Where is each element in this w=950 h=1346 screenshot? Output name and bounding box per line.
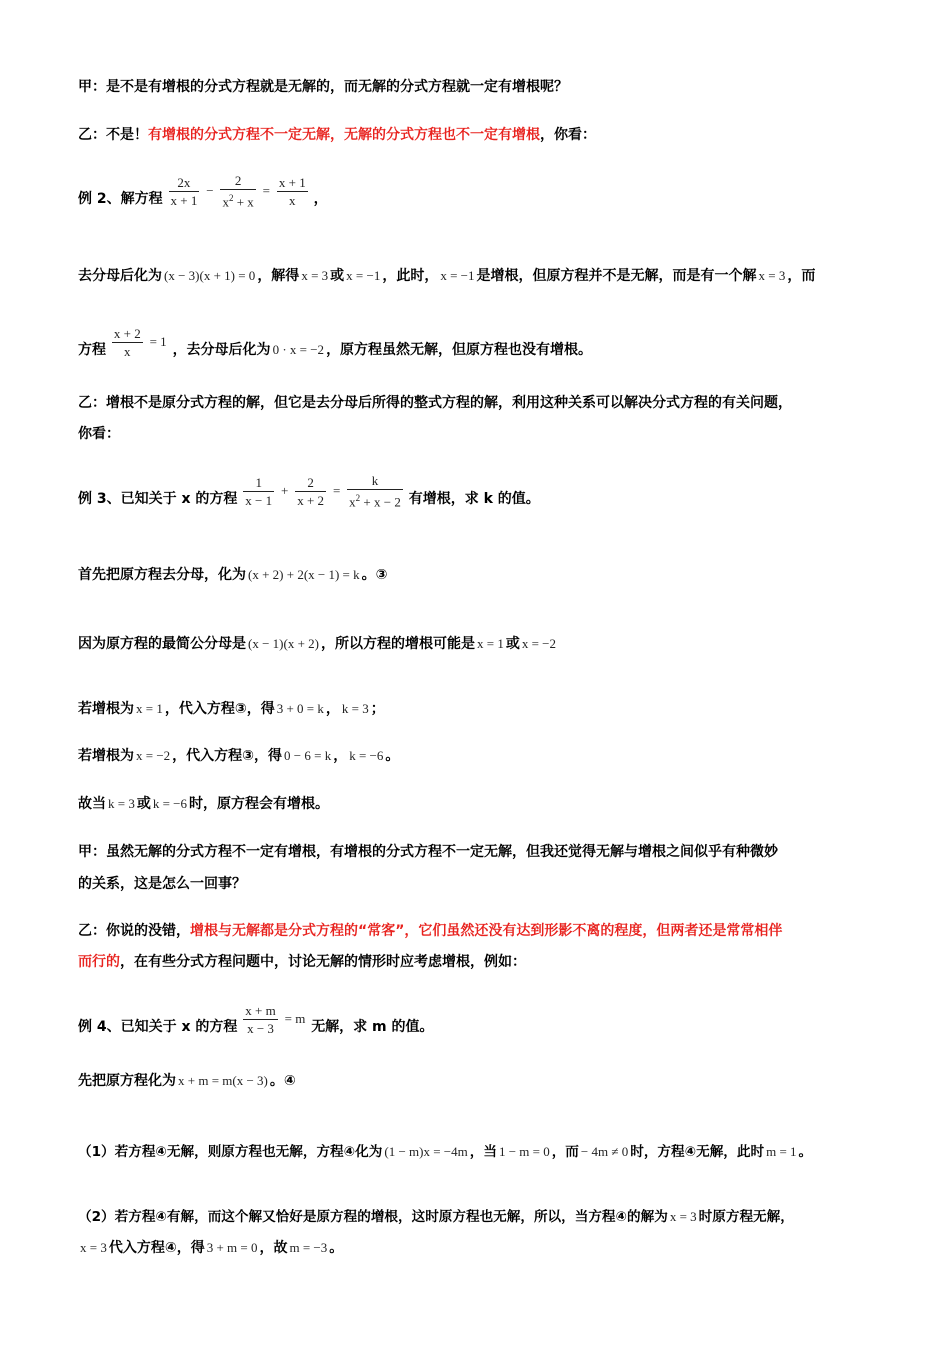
example-4-case-2: （2）若方程④有解，而这个解又恰好是原方程的增根，这时原方程也无解，所以，当方程④的解为 x = 3 时原方程无解， [78,1209,794,1225]
equation-example: 方程 $\frac{x + 2}{x}$ = 1 ，去分母后化为 0 · x = −2 ，原方程虽然无解，但原方程也没有增根。 [78,325,593,359]
math: 0 · x = −2 [272,342,325,357]
example-2-solution: 去分母后化为 (x − 3)(x + 1) = 0 ，解得 x = 3 或 x = −1 ，此时， x = −1 是增根，但原方程并不是无解，而是有一个解 x = 3 ，而 [78,268,816,284]
paragraph-yi-explain: 乙：增根不是原分式方程的解，但它是去分母后所得的整式方程的解，利用这种关系可以解决分式方程的有关问题， [78,395,792,411]
math: (x − 3)(x + 1) = 0 [164,268,256,283]
math: x = −1 [440,268,475,283]
paragraph-yi-answer-2: 乙：你说的没错，增根与无解都是分式方程的“常客”，它们虽然还没有达到形影不离的程度，但两者还是常常相伴 [78,923,783,939]
text: 甲：是不是有增根的分式方程就是无解的，而无解的分式方程就一定有增根呢？ [78,79,568,95]
fraction: $\frac{k}{x^2 + x - 2}$ [349,473,401,510]
fraction: $\frac{2}{x + 2}$ [297,474,325,508]
example-3-step-1: 首先把原方程去分母，化为 (x + 2) + 2(x − 1) = k 。③ [78,567,388,583]
math: 0 − 6 = k [284,748,332,763]
example-4-title: 例 4、已知关于 x 的方程 $\frac{x + m}{x - 3}$ = m 无解，求 m 的值。 [78,1002,434,1036]
math: x = 3 [758,268,786,283]
text: ，你看： [540,127,596,143]
emphasis-text: 增根与无解都是分式方程的“常客”，它们虽然还没有达到形影不离的程度，但两者还是常常相伴 [190,923,783,939]
math: (1 − m)x = −4m [384,1144,468,1159]
math: x = 1 [136,701,163,716]
math: x = −2 [136,748,171,763]
math: − 4m ≠ 0 [580,1144,629,1159]
example-2-title [78,172,328,210]
fraction: $\frac{x + 1}{x}$ [278,174,306,208]
math: x = −1 [346,268,381,283]
math: m = 1 [766,1144,797,1159]
math: k = −6 [152,796,188,811]
math: (x + 2) + 2(x − 1) = k [248,567,360,582]
math: k = −6 [349,748,384,763]
math: m = −3 [289,1240,328,1255]
fraction: $\frac{1}{x - 1}$ [245,474,273,508]
operator: − [206,183,214,199]
emphasis-text: 有增根的分式方程不一定无解，无解的分式方程也不一定有增根 [148,127,540,143]
example-4-case-2-cont: x = 3 代入方程④，得 3 + m = 0 ，故 m = −3 。 [80,1240,344,1256]
math: k = 3 [108,796,135,811]
fraction: $\frac{2x}{x + 1}$ [170,174,198,208]
math: (x − 1)(x + 2) [248,636,319,651]
paragraph-jia-question-2: 甲：虽然无解的分式方程不一定有增根，有增根的分式方程不一定无解，但我还觉得无解与增根之间似乎有种微妙 [78,844,778,860]
paragraph-yi-answer-2-cont: 而行的，在有些分式方程问题中，讨论无解的情形时应考虑增根，例如： [78,954,526,970]
math: x = 3 [80,1240,107,1255]
example-3-conclusion: 故当 k = 3 或 k = −6 时，原方程会有增根。 [78,796,330,812]
paragraph-yi-explain-cont: 你看： [78,426,120,442]
paragraph-jia-question [78,77,568,97]
fraction: $\frac{x + 2}{x}$ [113,325,141,359]
fraction: $\frac{2}{x^2 + x}$ [222,173,254,210]
math: 3 + m = 0 [206,1240,258,1255]
example-4-case-1: （1）若方程④无解，则原方程也无解，方程④化为 (1 − m)x = −4m ，当 1 − m = 0 ，而 − 4m ≠ 0 时，方程④无解，此时 m = 1 。 [78,1144,813,1160]
math: k = 3 [341,701,369,716]
operator: = [262,183,270,199]
math: x = 3 [301,268,329,283]
example-3-step-2: 因为原方程的最简公分母是 (x − 1)(x + 2) ，所以方程的增根可能是 x = 1 或 x = −2 [78,636,556,652]
paragraph-yi-answer [78,125,596,145]
example-3-step-3: 若增根为 x = 1 ，代入方程③，得 3 + 0 = k ， k = 3 ； [78,701,385,717]
emphasis-text: 而行的 [78,954,120,970]
math: x + m = m(x − 3) [178,1073,268,1088]
math: 1 − m = 0 [498,1144,550,1159]
example-label: 例 2、解方程 [78,191,163,208]
text: ， [313,191,328,208]
fraction: $\frac{x + m}{x - 3}$ [245,1002,276,1036]
math: x = 3 [669,1209,697,1224]
example-4-step-1: 先把原方程化为 x + m = m(x − 3) 。④ [78,1073,296,1089]
example-3-title: 例 3、已知关于 x 的方程 $\frac{1}{x - 1}$ + $\frac{2}{x + 2}$ = $\frac{k}{x^2 + x - 2}$ 有增根，求 k 的值。 [78,473,540,510]
text: 乙：不是！ [78,127,148,143]
example-3-step-4: 若增根为 x = −2 ，代入方程③，得 0 − 6 = k ， k = −6 。 [78,748,400,764]
paragraph-jia-question-2-cont: 的关系，这是怎么一回事？ [78,876,246,892]
math: 3 + 0 = k [276,701,324,716]
math: x = −2 [521,636,556,651]
math: x = 1 [476,636,504,651]
